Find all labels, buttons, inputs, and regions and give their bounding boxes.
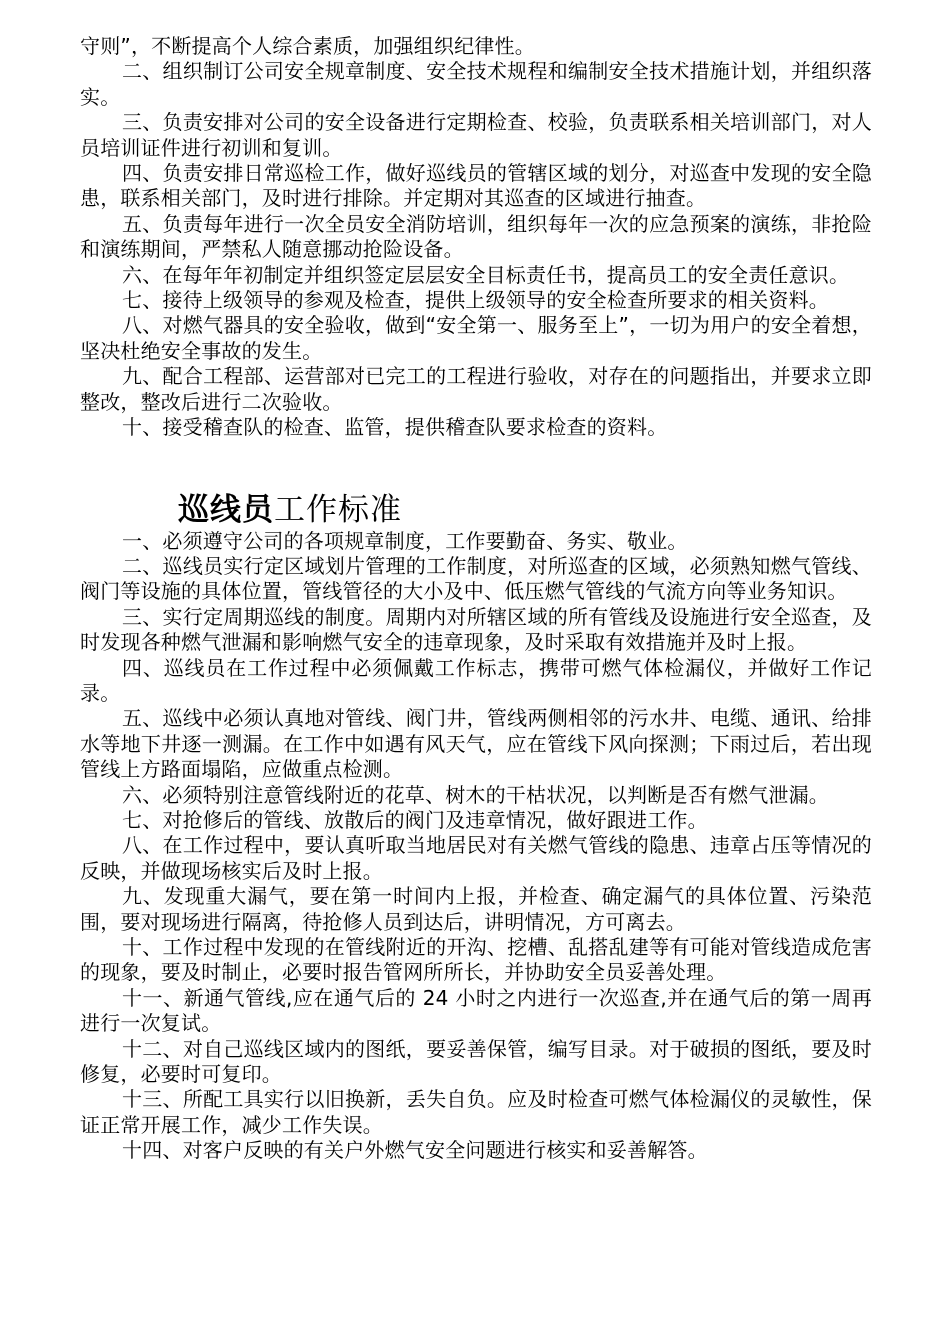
paragraph: 九、发现重大漏气，要在第一时间内上报，并检查、确定漏气的具体位置、污染范围，要对现场进行隔离，待抢修人员到达后，讲明情况，方可离去。 [80, 884, 872, 934]
paragraph: 二、巡线员实行定区域划片管理的工作制度，对所巡查的区域，必须熟知燃气管线、阀门等设施的具体位置，管线管径的大小及中、低压燃气管线的气流方向等业务知识。 [80, 553, 872, 604]
paragraph: 四、负责安排日常巡检工作，做好巡线员的管辖区域的划分，对巡查中发现的安全隐患，联系相关部门，及时进行排除。并定期对其巡查的区域进行抽查。 [80, 161, 872, 211]
paragraph: 四、巡线员在工作过程中必须佩戴工作标志，携带可燃气体检漏仪，并做好工作记录。 [80, 655, 872, 705]
paragraph: 二、组织制订公司安全规章制度、安全技术规程和编制安全技术措施计划，并组织落实。 [80, 59, 872, 109]
safety-officer-duties [80, 34, 872, 441]
section-title-rest: 工作标准 [274, 491, 402, 528]
paragraph: 三、负责安排对公司的安全设备进行定期检查、校验，负责联系相关培训部门，对人员培训证件进行初训和复训。 [80, 110, 872, 160]
paragraph: 八、对燃气器具的安全验收，做到“安全第一、服务至上”，一切为用户的安全着想，坚决杜绝安全事故的发生。 [80, 313, 872, 363]
paragraph: 十三、所配工具实行以旧换新，丢失自负。应及时检查可燃气体检漏仪的灵敏性，保证正常开展工作，减少工作失误。 [80, 1087, 872, 1137]
paragraph: 三、实行定周期巡线的制度。周期内对所辖区域的所有管线及设施进行安全巡查，及时发现各种燃气泄漏和影响燃气安全的违章现象，及时采取有效措施并及时上报。 [80, 604, 872, 655]
paragraph: 十二、对自己巡线区域内的图纸，要妥善保管，编写目录。对于破损的图纸，要及时修复，必要时可复印。 [80, 1036, 872, 1087]
paragraph: 十一、新通气管线,应在通气后的 24 小时之内进行一次巡查,并在通气后的第一周再进行一次复试。 [80, 985, 872, 1036]
document-page [80, 34, 872, 1164]
paragraph: 守则”，不断提高个人综合素质，加强组织纪律性。 [80, 34, 535, 58]
paragraph: 七、对抢修后的管线、放散后的阀门及违章情况，做好跟进工作。 [122, 807, 708, 832]
paragraph: 十、接受稽查队的检查、监管，提供稽查队要求检查的资料。 [122, 415, 668, 440]
paragraph: 十、工作过程中发现的在管线附近的开沟、挖槽、乱搭乱建等有可能对管线造成危害的现象，要及时制止，必要时报告管网所所长，并协助安全员妥善处理。 [80, 935, 872, 985]
section-title [178, 491, 872, 529]
paragraph: 九、配合工程部、运营部对已完工的工程进行验收，对存在的问题指出，并要求立即整改，整改后进行二次验收。 [80, 364, 872, 414]
paragraph: 一、必须遵守公司的各项规章制度，工作要勤奋、务实、敬业。 [122, 528, 688, 553]
paragraph: 五、巡线中必须认真地对管线、阀门井，管线两侧相邻的污水井、电缆、通讯、给排水等地下井逐一测漏。在工作中如遇有风天气，应在管线下风向探测；下雨过后，若出现管线上方路面塌陷，应做重点检测。 [80, 706, 872, 782]
paragraph: 八、在工作过程中，要认真听取当地居民对有关燃气管线的隐患、违章占压等情况的反映，并做现场核实后及时上报。 [80, 833, 872, 883]
paragraph: 七、接待上级领导的参观及检查，提供上级领导的安全检查所要求的相关资料。 [122, 288, 829, 313]
line-patrol-standards [80, 529, 872, 1164]
paragraph: 六、在每年年初制定并组织签定层层安全目标责任书，提高员工的安全责任意识。 [122, 262, 850, 287]
paragraph: 十四、对客户反映的有关户外燃气安全问题进行核实和妥善解答。 [122, 1138, 708, 1163]
section-title-bold: 巡线员 [178, 491, 274, 528]
paragraph: 五、负责每年进行一次全员安全消防培训，组织每年一次的应急预案的演练，非抢险和演练期间，严禁私人随意挪动抢险设备。 [80, 211, 872, 262]
paragraph: 六、必须特别注意管线附近的花草、树木的干枯状况，以判断是否有燃气泄漏。 [122, 782, 829, 807]
